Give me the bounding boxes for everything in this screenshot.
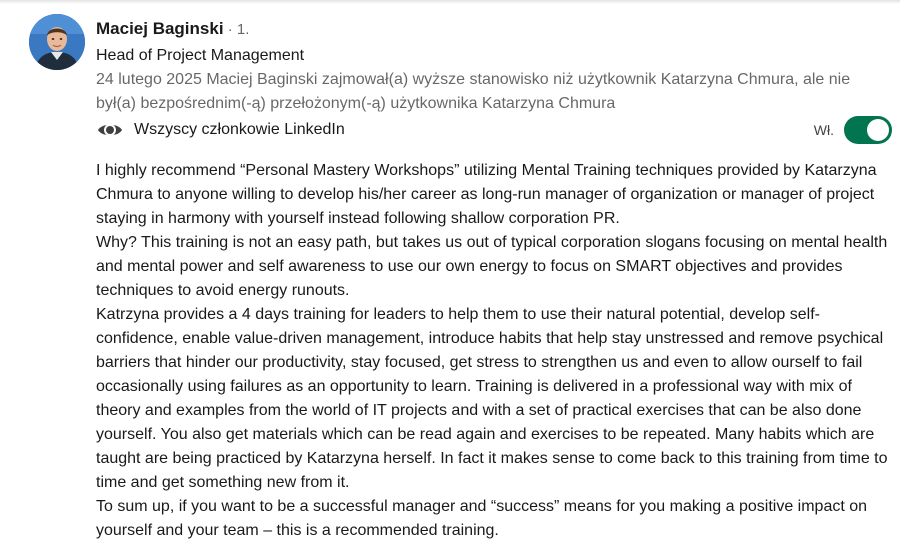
recommendation-text [96, 159, 896, 543]
eye-icon [96, 119, 124, 141]
recommendation-paragraph: Why? This training is not an easy path, but takes us out of typical corporation slogans focusing on mental health and mental power and self awareness to use our own energy to focus on SMART objectives and provides techniques to avoid energy runouts. [96, 234, 888, 299]
author-name-line [96, 18, 886, 40]
visibility-row [96, 116, 892, 144]
relationship-description: 24 lutego 2025 Maciej Baginski zajmował(a) wyższe stanowisko niż użytkownik Katarzyna Chmura, ale nie był(a) bezpośrednim(-ą) przełożonym(-ą) użytkownika Katarzyna Chmura [96, 71, 851, 112]
profile-photo-icon [29, 14, 85, 70]
top-divider [0, 0, 900, 4]
author-header [96, 18, 886, 116]
author-avatar[interactable] [29, 14, 85, 70]
connection-degree: · 1. [223, 21, 250, 38]
recommendation-paragraph: Katrzyna provides a 4 days training for leaders to help them to use their natural potential, develop self-confidence, enable value-driven management, introduce habits that help stay unstressed and remove psychical barriers that hinder our productivity, stay focused, get stress to strengthen us and even to allow ourself to fail occasionally using failures as an opportunity to learn. Training is delivered in a professional way with mix of theory and examples from the world of IT projects and with a set of practical exercises that can be also done yourself. You also get materials which can be read again and exercises to be repeated. Many habits which are taught are being practiced by Katarzyna herself. In fact it makes sense to come back to this training from time to time and get something new from it. [96, 306, 888, 491]
author-name[interactable]: Maciej Baginski [96, 19, 224, 38]
toggle-knob [867, 119, 889, 141]
recommendation-paragraph: To sum up, if you want to be a successful manager and “success” means for you making a positive impact on yourself and your team – this is a recommended training. [96, 498, 868, 539]
visibility-toggle[interactable] [844, 116, 892, 144]
toggle-state-label: Wł. [813, 122, 834, 138]
recommendation-paragraph: I highly recommend “Personal Mastery Workshops” utilizing Mental Training techniques provided by Katarzyna Chmura to anyone willing to develop his/her career as long-run manager of organization or manager of project staying in harmony with yourself instead following shallow corporation PR. [96, 162, 877, 227]
visibility-label: Wszyscy członkowie LinkedIn [134, 121, 345, 138]
author-headline: Head of Project Management [96, 47, 305, 64]
